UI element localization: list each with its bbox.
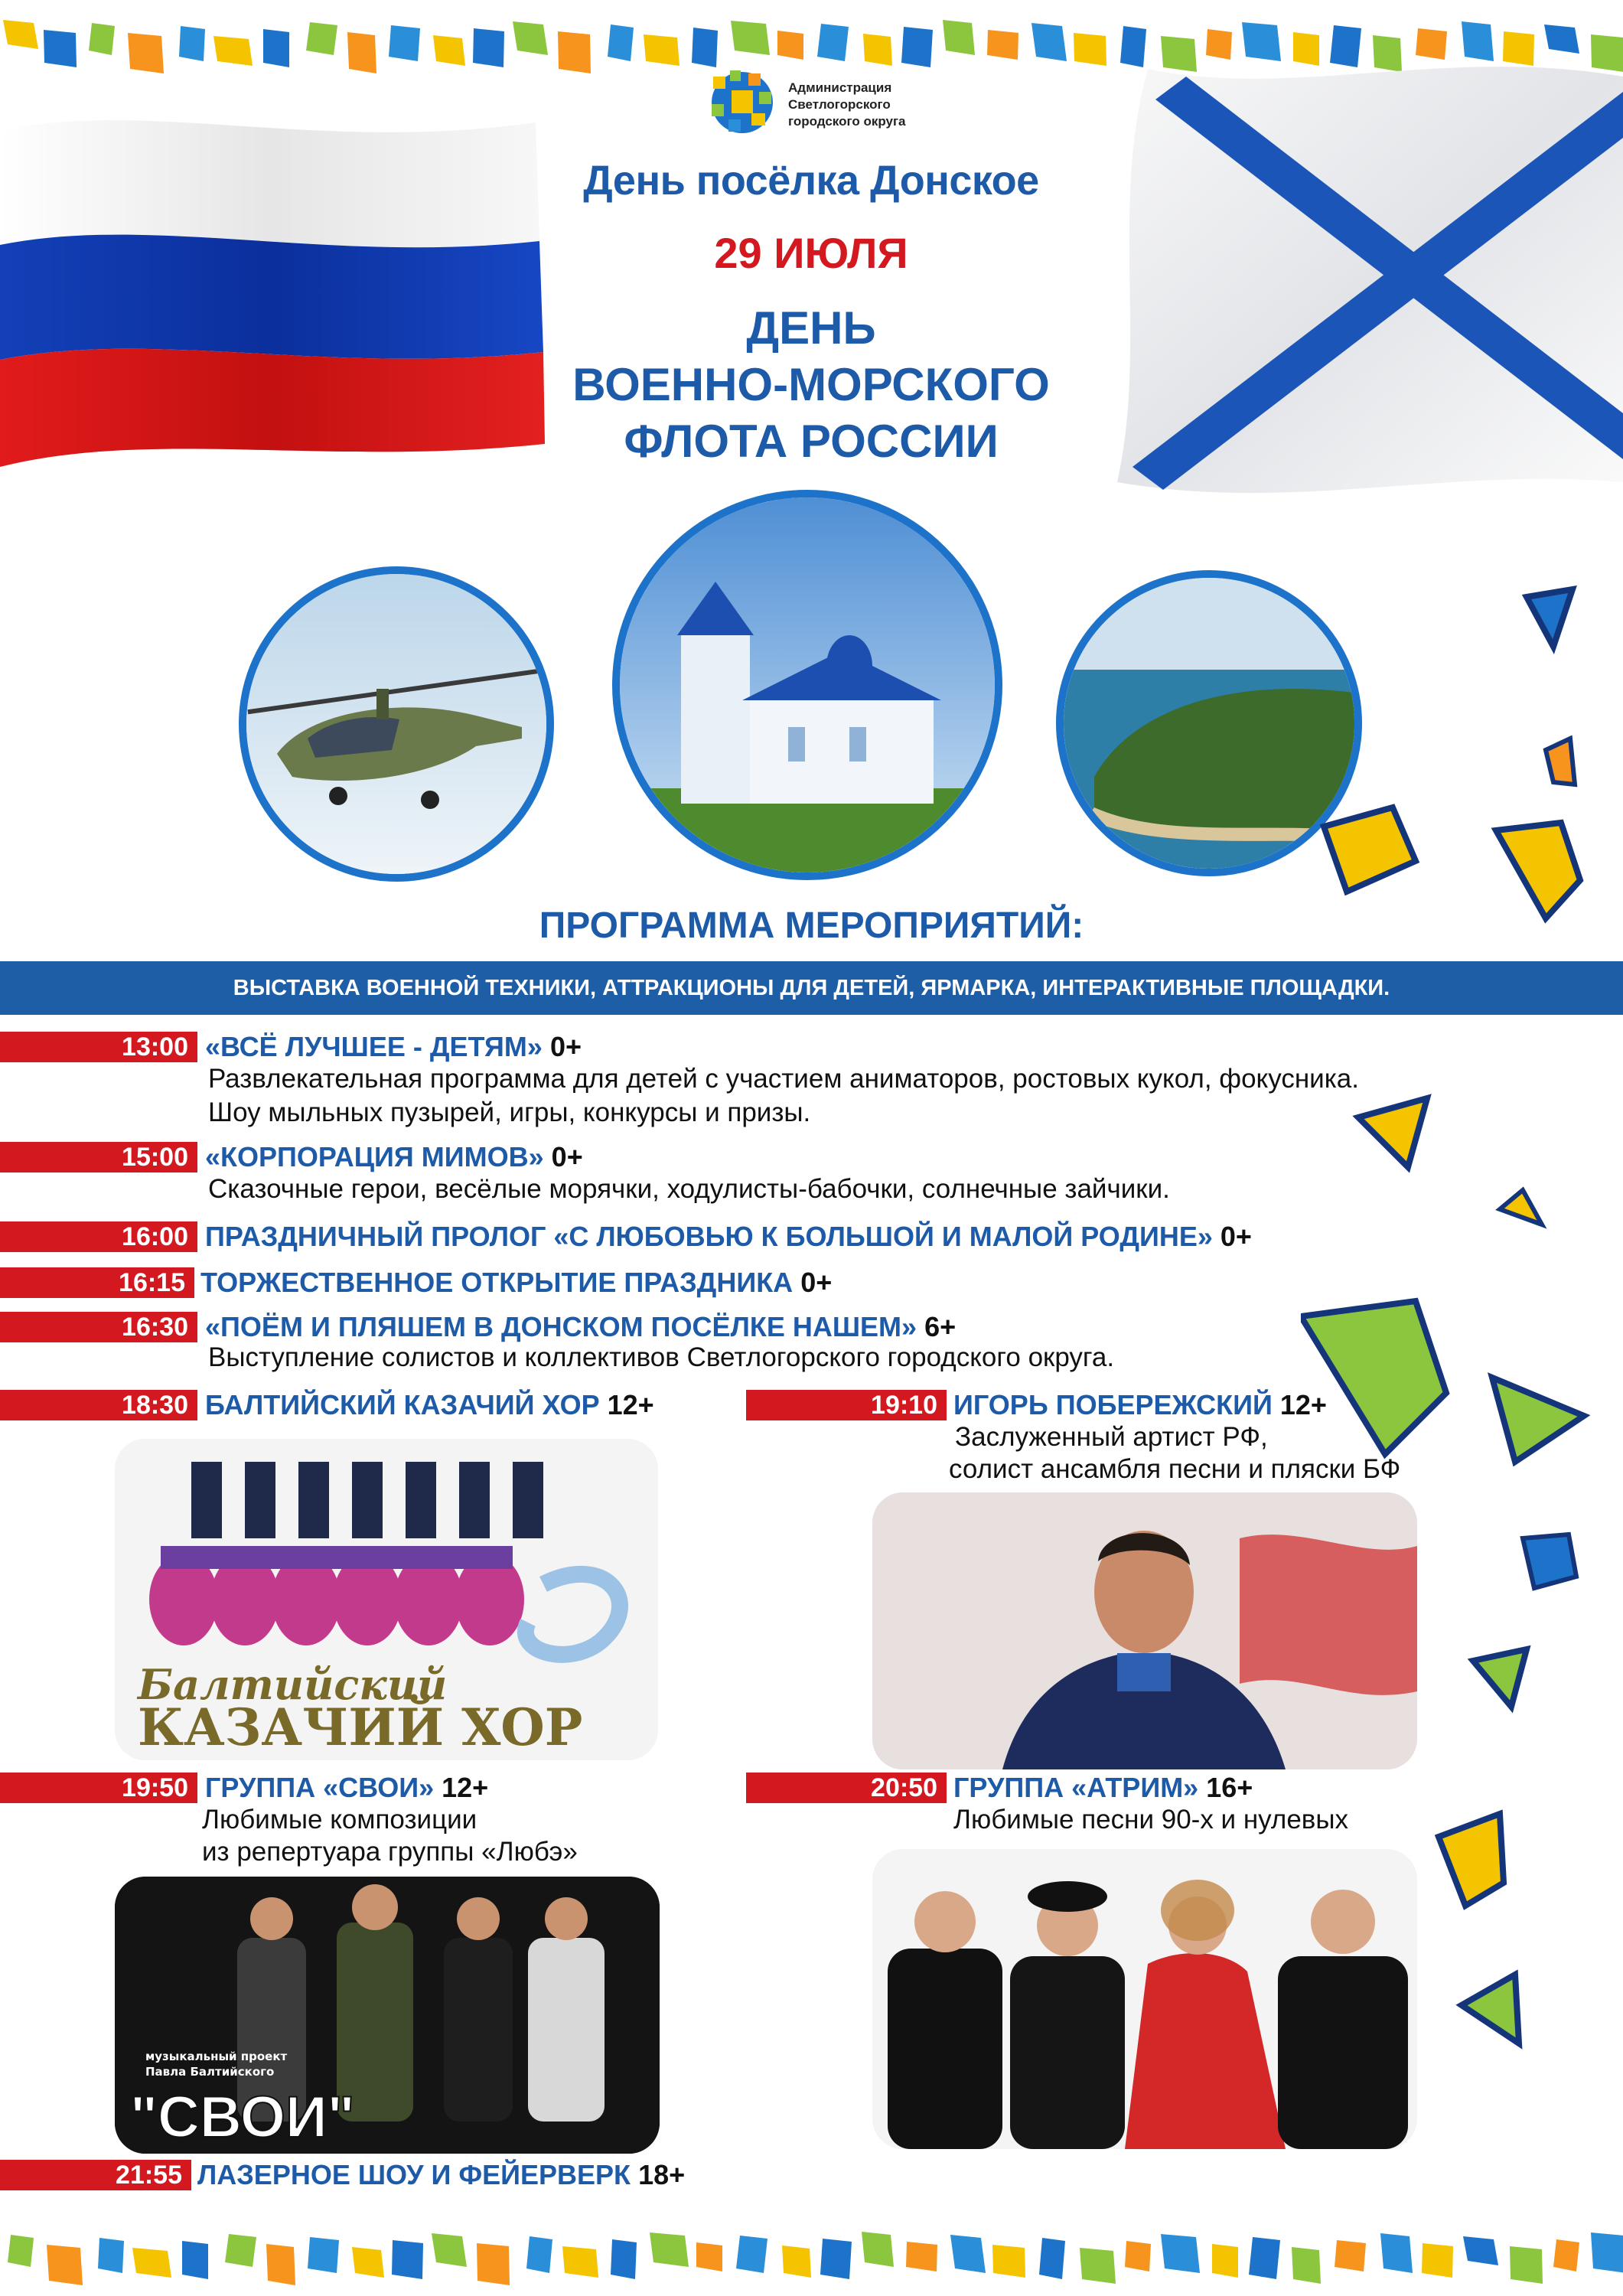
- confetti-piece: [98, 2238, 124, 2273]
- event-title: [205, 1140, 583, 1174]
- confetti-piece: [650, 2232, 689, 2267]
- event-name: ИГОРЬ ПОБЕРЕЖСКИЙ: [953, 1389, 1273, 1420]
- confetti-piece: [692, 28, 718, 67]
- confetti-piece: [1161, 2234, 1200, 2273]
- confetti-piece: [392, 2240, 423, 2279]
- confetti-piece: [513, 21, 548, 55]
- navy-ensign-image: [1102, 54, 1623, 497]
- svoi-project-line: музыкальный проект: [145, 2050, 288, 2063]
- singer-photo: [872, 1492, 1417, 1769]
- event-title: [205, 1030, 582, 1064]
- confetti-piece: [225, 2234, 256, 2267]
- confetti-piece: [1125, 2241, 1151, 2272]
- confetti-piece: [526, 2236, 552, 2273]
- confetti-piece: [308, 2237, 339, 2273]
- event-description: Шоу мыльных пузырей, игры, конкурсы и призы.: [208, 1097, 811, 1127]
- time-tab: 19:10: [746, 1390, 947, 1420]
- holiday-title-line: ДЕНЬ: [746, 302, 876, 354]
- confetti-piece: [179, 26, 205, 61]
- event-description: Выступление солистов и коллективов Светлогорского городского округа.: [208, 1342, 1115, 1372]
- confetti-piece: [644, 34, 680, 66]
- event-name: ГРУППА «АТРИМ»: [953, 1772, 1199, 1803]
- event-title: [953, 1388, 1327, 1422]
- confetti-piece: [817, 24, 849, 61]
- confetti-piece: [1553, 2239, 1579, 2272]
- confetti-piece: [47, 2245, 83, 2285]
- confetti-piece: [3, 20, 38, 49]
- confetti-piece: [1422, 2243, 1453, 2278]
- bottom-confetti-border: [0, 2221, 1623, 2290]
- event-description: Сказочные герои, весёлые морячки, ходулисты-бабочки, солнечные зайчики.: [208, 1174, 1170, 1204]
- confetti-piece: [950, 2235, 986, 2273]
- time-tab: 18:30: [0, 1390, 197, 1420]
- event-description: солист ансамбля песни и пляски БФ: [949, 1454, 1401, 1484]
- event-description: Любимые композиции: [202, 1805, 477, 1835]
- confetti-piece: [1031, 23, 1067, 61]
- confetti-piece: [777, 31, 803, 60]
- confetti-piece: [266, 2244, 295, 2285]
- confetti-piece: [863, 34, 892, 66]
- administration-logo: [706, 66, 935, 142]
- confetti-piece: [562, 2246, 598, 2278]
- confetti-piece: [352, 2247, 384, 2278]
- event-name: «КОРПОРАЦИЯ МИМОВ»: [205, 1141, 544, 1172]
- confetti-piece: [477, 2243, 510, 2285]
- logo-line: Администрация: [788, 80, 892, 95]
- confetti-piece: [1335, 2240, 1366, 2272]
- time-tab: 16:30: [0, 1312, 197, 1342]
- confetti-piece: [263, 29, 289, 67]
- administration-emblem-icon: [706, 66, 779, 139]
- time-tab: 15:00: [0, 1142, 197, 1172]
- confetti-piece: [473, 28, 504, 67]
- confetti-piece: [987, 30, 1018, 60]
- confetti-piece: [1249, 2237, 1280, 2279]
- event-description: из репертуара группы «Любэ»: [202, 1837, 578, 1867]
- confetti-piece: [696, 2242, 722, 2272]
- confetti-piece: [901, 27, 933, 67]
- confetti-piece: [213, 36, 253, 66]
- event-date: 29 ИЮЛЯ: [714, 229, 908, 277]
- event-name: «ВСЁ ЛУЧШЕЕ - ДЕТЯМ»: [205, 1031, 543, 1062]
- confetti-piece: [1510, 2246, 1543, 2284]
- confetti-piece: [432, 2233, 467, 2267]
- time-tab: 16:15: [0, 1267, 194, 1298]
- confetti-piece: [992, 2245, 1025, 2278]
- choir-logo-line: Балтийский: [138, 1660, 448, 1709]
- confetti-piece: [1544, 24, 1579, 54]
- confetti-piece: [862, 2232, 894, 2267]
- confetti-piece: [347, 32, 376, 73]
- confetti-piece: [820, 2239, 852, 2279]
- program-heading: ПРОГРАММА МЕРОПРИЯТИЙ:: [539, 905, 1084, 946]
- confetti-piece: [1212, 2244, 1238, 2278]
- confetti-piece: [44, 30, 77, 67]
- event-title: [200, 1266, 832, 1300]
- event-description: Заслуженный артист РФ,: [955, 1422, 1268, 1452]
- age-rating: 0+: [800, 1267, 833, 1298]
- event-title: [205, 1771, 488, 1805]
- svoi-logo: "СВОИ": [130, 2085, 355, 2150]
- confetti-piece: [1380, 2233, 1413, 2273]
- event-name: ГРУППА «СВОИ»: [205, 1772, 435, 1803]
- holiday-title-line: ФЛОТА РОССИИ: [624, 416, 999, 467]
- time-tab: 13:00: [0, 1032, 197, 1062]
- confetti-piece: [306, 22, 337, 55]
- confetti-piece: [389, 25, 420, 61]
- event-name: ЛАЗЕРНОЕ ШОУ И ФЕЙЕРВЕРК: [197, 2159, 631, 2190]
- event-name: БАЛТИЙСКИЙ КАЗАЧИЙ ХОР: [205, 1389, 600, 1420]
- confetti-piece: [8, 2235, 34, 2267]
- svoi-project-line: Павла Балтийского: [145, 2065, 275, 2079]
- confetti-piece: [1591, 2232, 1623, 2273]
- time-tab: 19:50: [0, 1773, 197, 1803]
- logo-line: Светлогорского: [788, 97, 891, 112]
- event-title: [953, 1771, 1253, 1805]
- confetti-piece: [906, 2242, 937, 2272]
- age-rating: 12+: [1279, 1389, 1327, 1420]
- svoi-band-photo: [115, 1877, 660, 2154]
- event-title: [205, 1310, 956, 1344]
- church-photo: [612, 490, 1002, 880]
- atrim-band-photo: [872, 1849, 1417, 2149]
- confetti-piece: [611, 2239, 637, 2279]
- event-title: [197, 2158, 685, 2192]
- confetti-piece: [943, 20, 975, 55]
- age-rating: 12+: [442, 1772, 489, 1803]
- age-rating: 12+: [607, 1389, 654, 1420]
- program-banner-text: ВЫСТАВКА ВОЕННОЙ ТЕХНИКИ, АТТРАКЦИОНЫ ДЛЯ ДЕТЕЙ, ЯРМАРКА, ИНТЕРАКТИВНЫЕ ПЛОЩАДКИ.: [233, 976, 1390, 1000]
- confetti-piece: [731, 21, 770, 55]
- logo-line: городского округа: [788, 114, 906, 129]
- age-rating: 0+: [549, 1031, 582, 1062]
- choir-photo: [115, 1439, 658, 1760]
- age-rating: 6+: [924, 1311, 957, 1342]
- helicopter-photo: [239, 566, 554, 882]
- confetti-piece: [89, 23, 115, 55]
- holiday-title-line: ВОЕННО-МОРСКОГО: [572, 359, 1050, 410]
- time-tab: 21:55: [0, 2160, 191, 2190]
- confetti-piece: [782, 2245, 811, 2278]
- choir-logo-line: КАЗАЧИЙ ХОР: [138, 1698, 583, 1757]
- age-rating: 0+: [551, 1141, 583, 1172]
- confetti-piece: [1080, 2248, 1116, 2284]
- confetti-piece: [1039, 2238, 1065, 2279]
- confetti-piece: [1292, 2247, 1321, 2284]
- confetti-piece: [558, 31, 591, 73]
- confetti-piece: [608, 24, 634, 61]
- confetti-piece: [132, 2248, 171, 2278]
- event-name: ТОРЖЕСТВЕННОЕ ОТКРЫТИЕ ПРАЗДНИКА: [200, 1267, 794, 1298]
- age-rating: 0+: [1220, 1221, 1252, 1252]
- time-tab: 20:50: [746, 1773, 947, 1803]
- event-description: Развлекательная программа для детей с участием аниматоров, ростовых кукол, фокусника.: [208, 1064, 1359, 1094]
- time-tab: 16:00: [0, 1221, 197, 1252]
- age-rating: 16+: [1206, 1772, 1253, 1803]
- event-title: [205, 1220, 1252, 1254]
- confetti-piece: [182, 2241, 208, 2279]
- confetti-piece: [433, 35, 465, 66]
- event-name: «ПОЁМ И ПЛЯШЕМ В ДОНСКОМ ПОСЁЛКЕ НАШЕМ»: [205, 1311, 917, 1342]
- confetti-piece: [1463, 2236, 1498, 2265]
- confetti-piece: [736, 2236, 768, 2273]
- event-name: ПРАЗДНИЧНЫЙ ПРОЛОГ «С ЛЮБОВЬЮ К БОЛЬШОЙ И МАЛОЙ РОДИНЕ»: [205, 1221, 1213, 1252]
- event-title: [205, 1388, 654, 1422]
- event-title: День посёлка Донское: [583, 158, 1039, 204]
- confetti-piece: [128, 33, 164, 73]
- age-rating: 18+: [638, 2159, 686, 2190]
- holiday-title: [490, 300, 1133, 470]
- program-banner: [0, 961, 1623, 1015]
- event-description: Любимые песни 90-х и нулевых: [953, 1805, 1349, 1835]
